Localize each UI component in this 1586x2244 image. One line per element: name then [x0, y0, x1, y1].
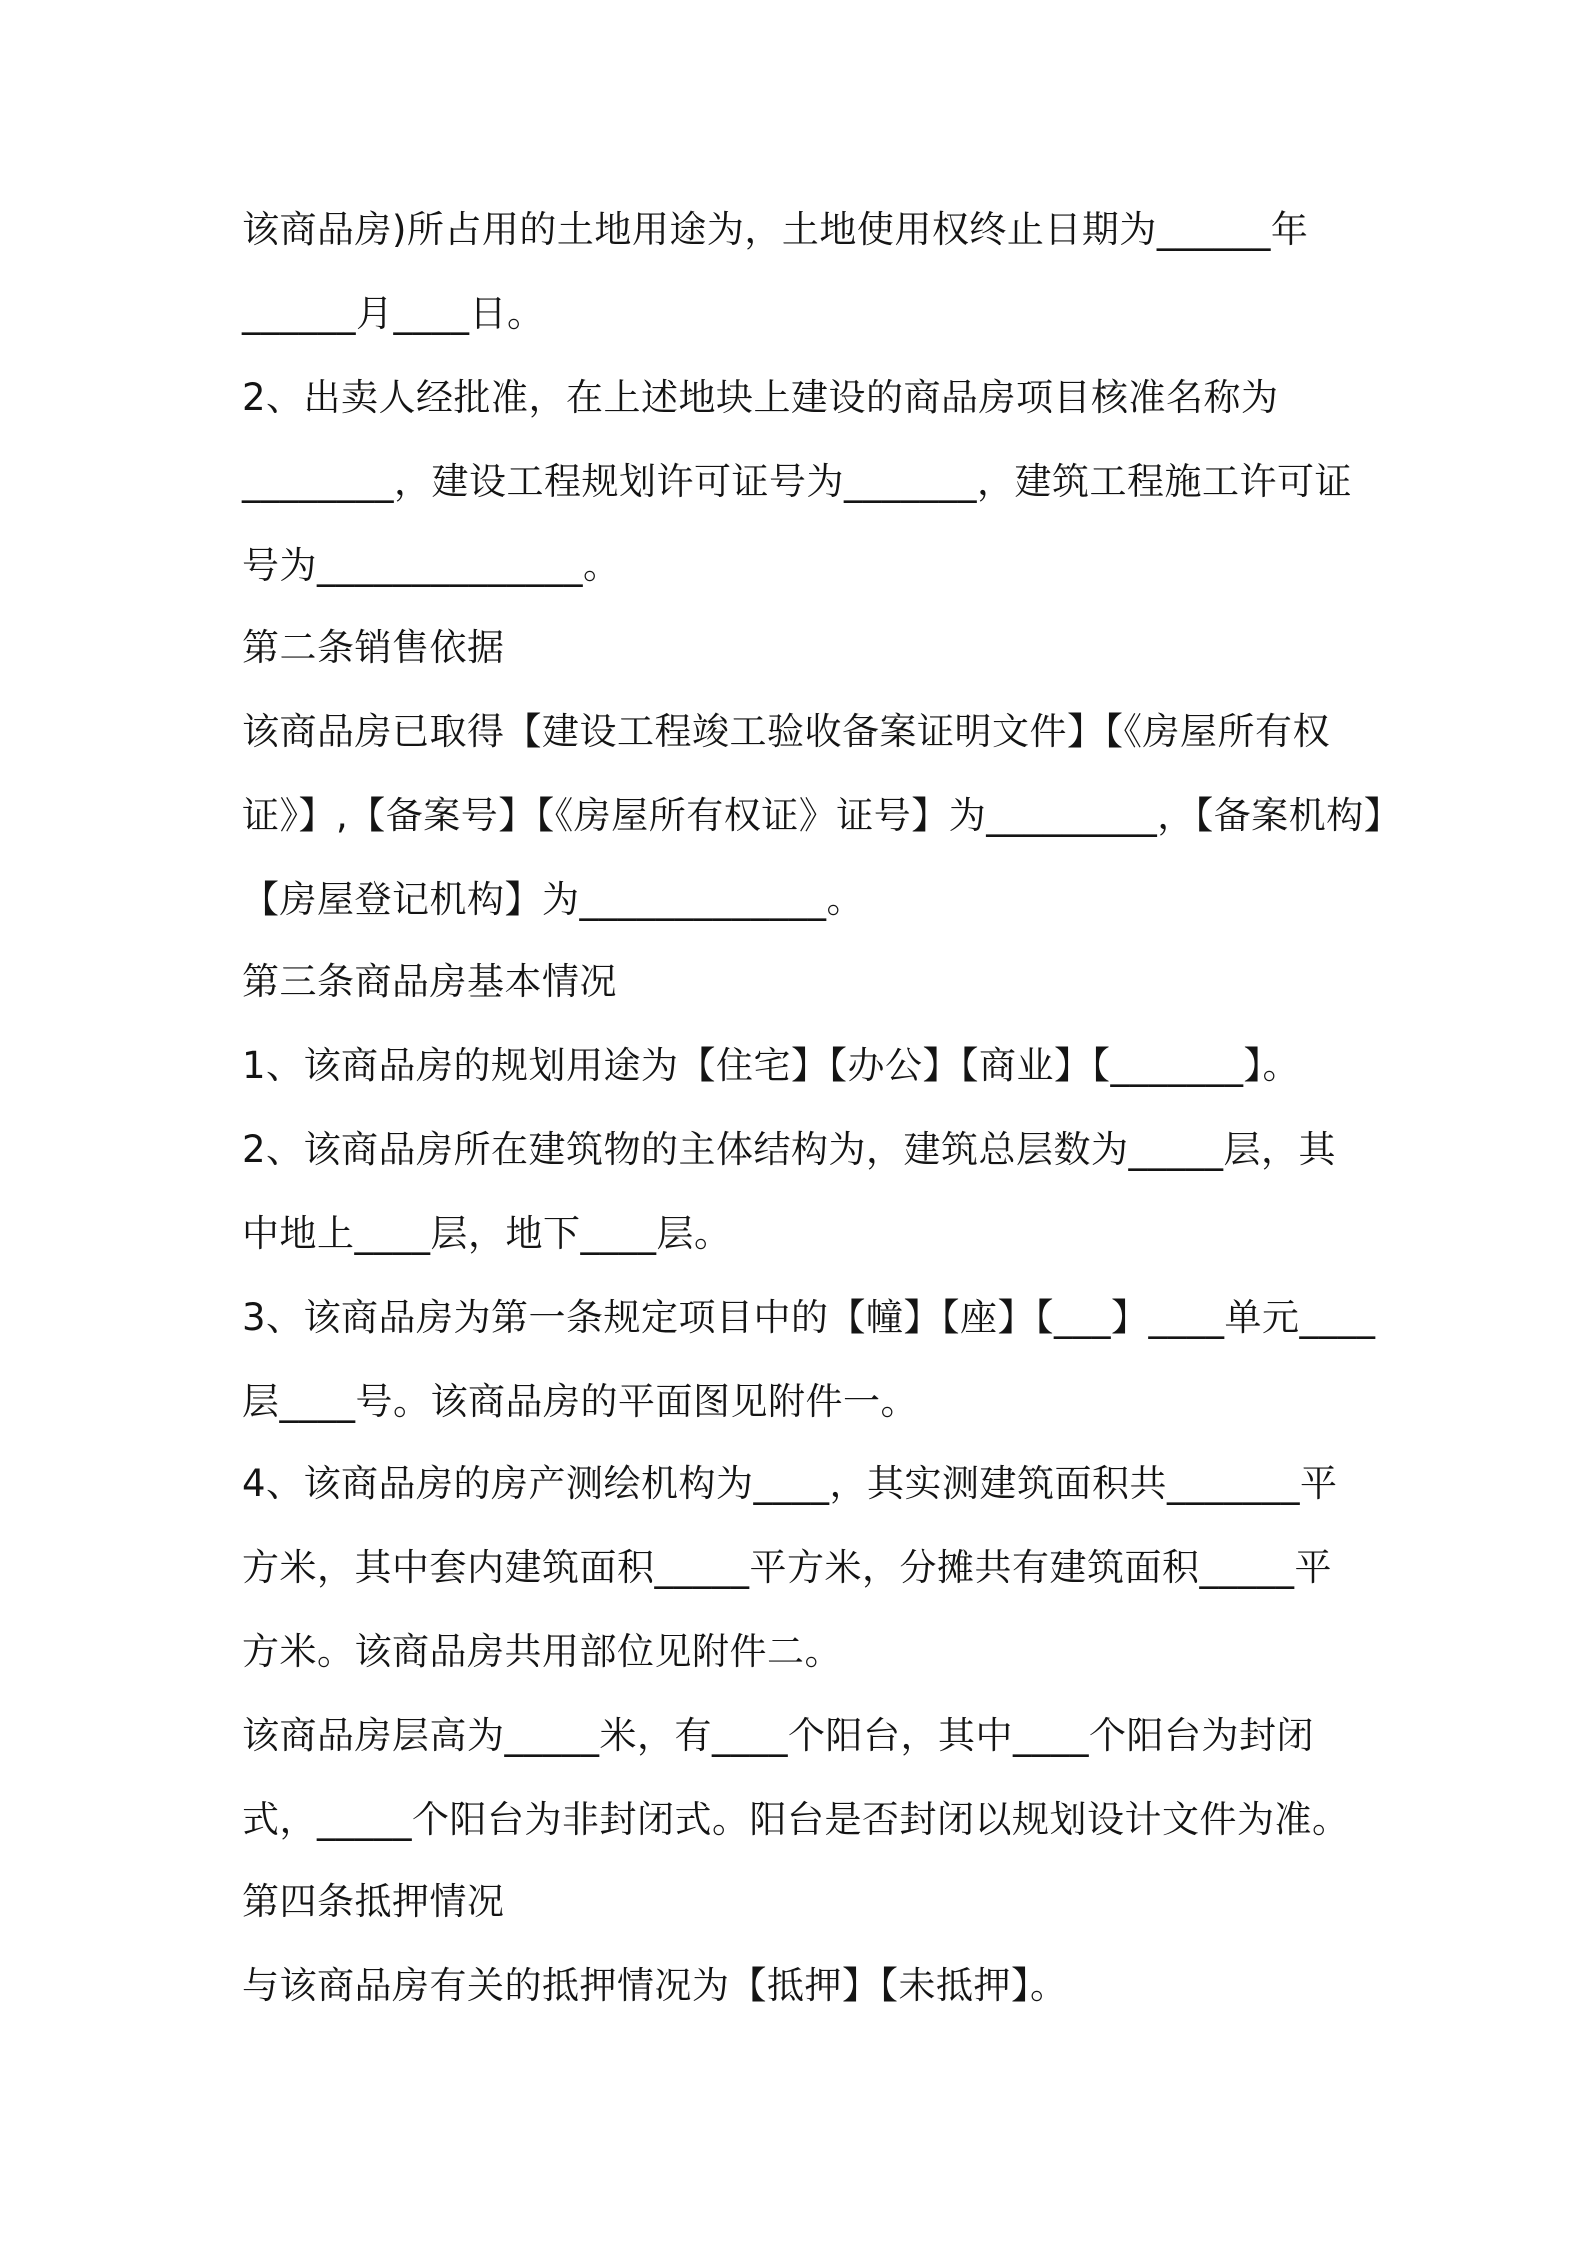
text-line: 与该商品房有关的抵押情况为【抵押】【未抵押】。: [242, 1964, 1068, 2007]
text-line: 该商品房)所占用的土地用途为，土地使用权终止日期为______年: [242, 208, 1309, 251]
text-line: 3、该商品房为第一条规定项目中的【幢】【座】【___】____单元____: [242, 1296, 1376, 1339]
text-line: ________，建设工程规划许可证号为_______，建筑工程施工许可证: [242, 460, 1352, 503]
text-line: 号为______________。: [242, 544, 621, 587]
text-line: 式，_____个阳台为非封闭式。阳台是否封闭以规划设计文件为准。: [242, 1798, 1350, 1841]
text-line: 4、该商品房的房产测绘机构为____，其实测建筑面积共_______平: [242, 1462, 1338, 1505]
text-line: 2、出卖人经批准，在上述地块上建设的商品房项目核准名称为: [242, 376, 1279, 419]
text-line: 该商品房层高为_____米，有____个阳台，其中____个阳台为封闭: [242, 1714, 1314, 1757]
text-line: 该商品房已取得【建设工程竣工验收备案证明文件】【《房屋所有权: [242, 710, 1330, 753]
text-line: 【房屋登记机构】为_____________。: [242, 878, 864, 921]
section-heading: 第三条商品房基本情况: [242, 960, 617, 1003]
text-line: 2、该商品房所在建筑物的主体结构为，建筑总层数为_____层，其: [242, 1128, 1337, 1171]
text-line: 方米。该商品房共用部位见附件二。: [242, 1630, 842, 1673]
text-line: 中地上____层，地下____层。: [242, 1212, 732, 1255]
text-line: 证》】,【备案号】【《房屋所有权证》证号】为_________，【备案机构】: [242, 794, 1402, 837]
text-line: 方米，其中套内建筑面积_____平方米，分摊共有建筑面积_____平: [242, 1546, 1332, 1589]
section-heading: 第四条抵押情况: [242, 1880, 505, 1923]
text-line: ______月____日。: [242, 292, 545, 335]
text-line: 1、该商品房的规划用途为【住宅】【办公】【商业】【_______】。: [242, 1044, 1301, 1087]
section-heading: 第二条销售依据: [242, 626, 505, 669]
text-line: 层____号。该商品房的平面图见附件一。: [242, 1380, 918, 1423]
